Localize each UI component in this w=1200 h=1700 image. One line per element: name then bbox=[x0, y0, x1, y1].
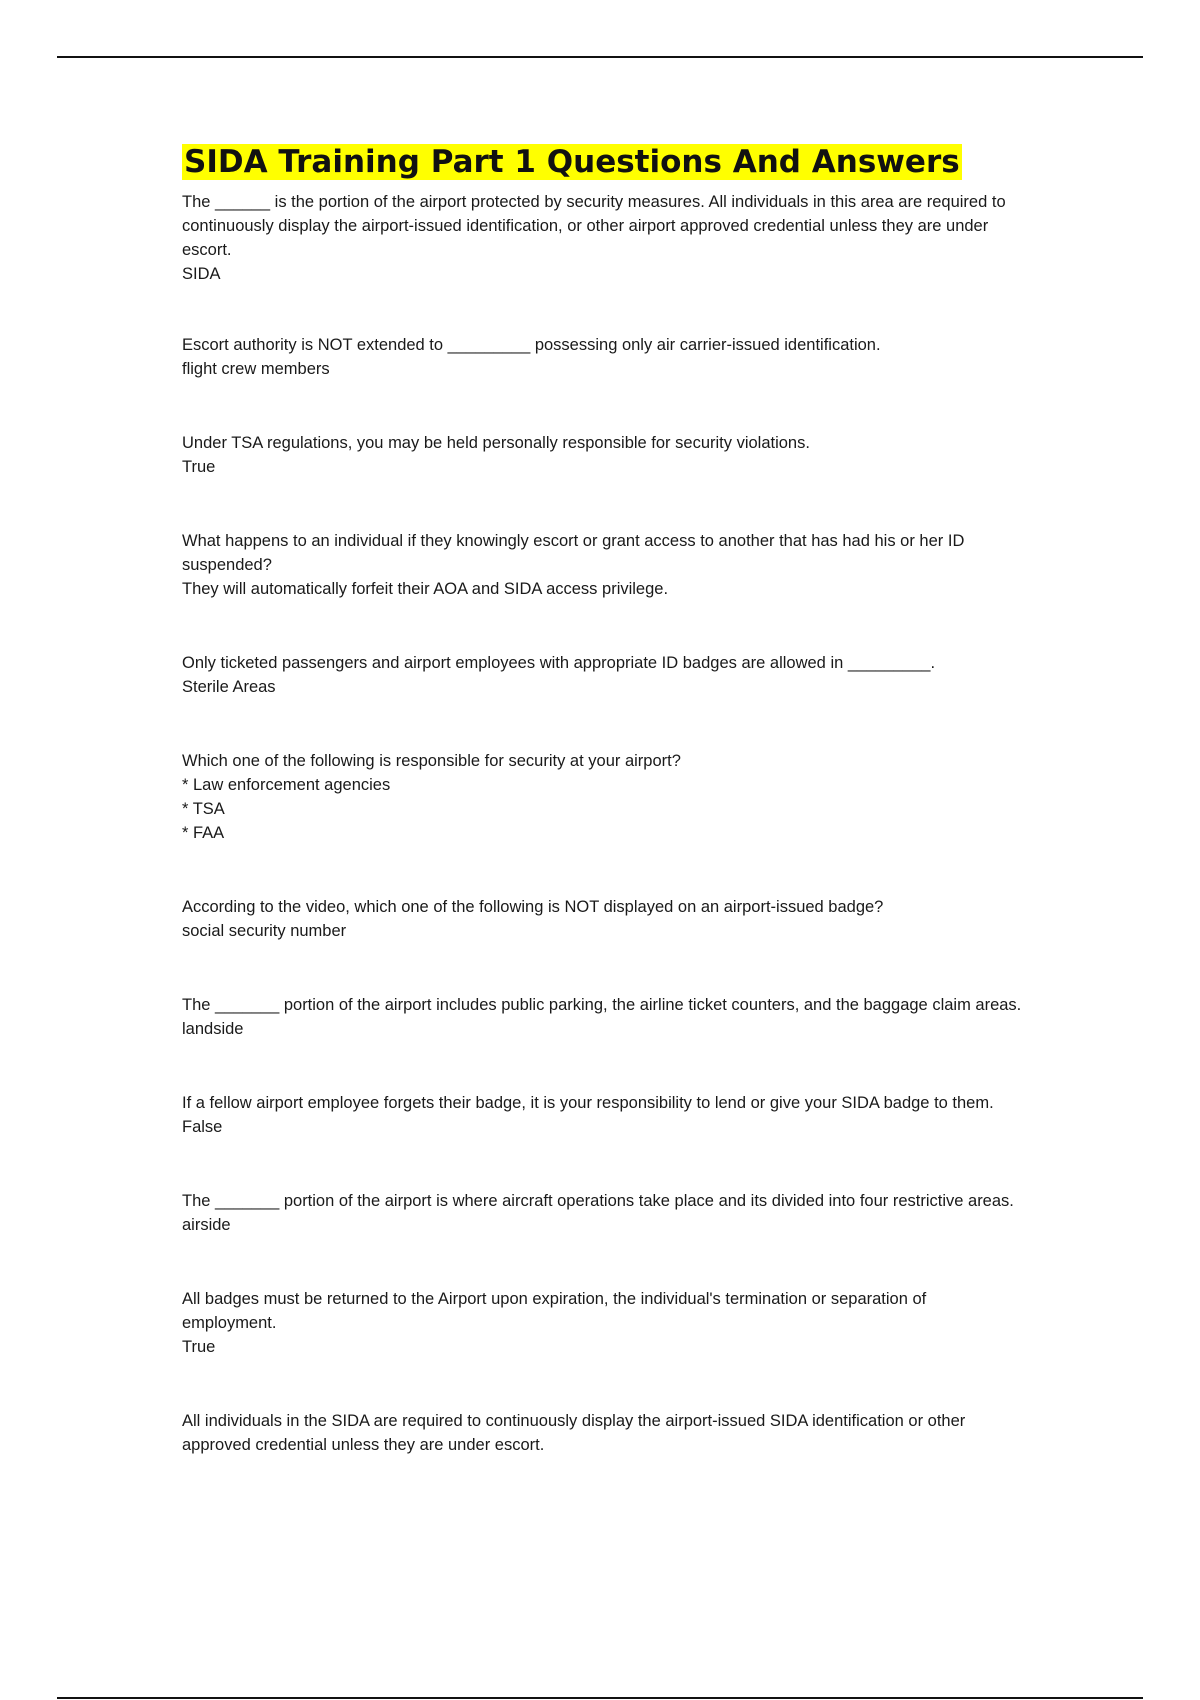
question-text: The _______ portion of the airport is where aircraft operations take place and its divided into four restrictive areas. bbox=[182, 1192, 1014, 1210]
qa-item bbox=[182, 895, 1022, 943]
answer-text: True bbox=[182, 458, 216, 476]
answer-text: Sterile Areas bbox=[182, 678, 276, 696]
answer-text: landside bbox=[182, 1020, 244, 1038]
question-text: What happens to an individual if they knowingly escort or grant access to another that has had his or her ID suspended? bbox=[182, 532, 965, 574]
option-text: * FAA bbox=[182, 824, 225, 842]
answer-text: They will automatically forfeit their AOA and SIDA access privilege. bbox=[182, 580, 669, 598]
qa-item bbox=[182, 651, 1022, 699]
option-text: * Law enforcement agencies bbox=[182, 776, 391, 794]
answer-text: True bbox=[182, 1338, 216, 1356]
question-text: The _______ portion of the airport includes public parking, the airline ticket counters, and the baggage claim areas. bbox=[182, 996, 1022, 1014]
qa-item bbox=[182, 1287, 1022, 1359]
top-rule bbox=[57, 56, 1143, 58]
answer-text: flight crew members bbox=[182, 360, 330, 378]
question-text: Which one of the following is responsible for security at your airport? bbox=[182, 752, 681, 770]
answer-text: airside bbox=[182, 1216, 231, 1234]
question-text: Under TSA regulations, you may be held personally responsible for security violations. bbox=[182, 434, 810, 452]
question-text: All individuals in the SIDA are required to continuously display the airport-issued SIDA identification or other approved credential unless they are under escort. bbox=[182, 1412, 966, 1454]
qa-item bbox=[182, 1091, 1022, 1139]
document-title: SIDA Training Part 1 Questions And Answers bbox=[184, 144, 960, 180]
option-text: * TSA bbox=[182, 800, 225, 818]
document-body bbox=[182, 143, 1022, 1457]
qa-item bbox=[182, 1189, 1022, 1237]
qa-item bbox=[182, 993, 1022, 1041]
bottom-rule bbox=[57, 1697, 1143, 1699]
qa-item bbox=[182, 190, 1022, 286]
qa-item bbox=[182, 1409, 1022, 1457]
qa-item bbox=[182, 749, 1022, 845]
question-text: If a fellow airport employee forgets their badge, it is your responsibility to lend or give your SIDA badge to them. bbox=[182, 1094, 994, 1112]
qa-item bbox=[182, 333, 1022, 381]
title-block bbox=[182, 143, 1022, 187]
question-text: All badges must be returned to the Airport upon expiration, the individual's termination or separation of employment. bbox=[182, 1290, 927, 1332]
qa-item bbox=[182, 529, 1022, 601]
question-text: Escort authority is NOT extended to _________ possessing only air carrier-issued identification. bbox=[182, 336, 881, 354]
question-text: Only ticketed passengers and airport employees with appropriate ID badges are allowed in _________. bbox=[182, 654, 936, 672]
answer-text: SIDA bbox=[182, 265, 221, 283]
answer-text: social security number bbox=[182, 922, 347, 940]
question-text: The ______ is the portion of the airport protected by security measures. All individuals in this area are required to continuously display the airport-issued identification, or other airport approved credential unless they are under escort. bbox=[182, 193, 1006, 259]
answer-text: False bbox=[182, 1118, 223, 1136]
qa-item bbox=[182, 431, 1022, 479]
question-text: According to the video, which one of the following is NOT displayed on an airport-issued badge? bbox=[182, 898, 884, 916]
